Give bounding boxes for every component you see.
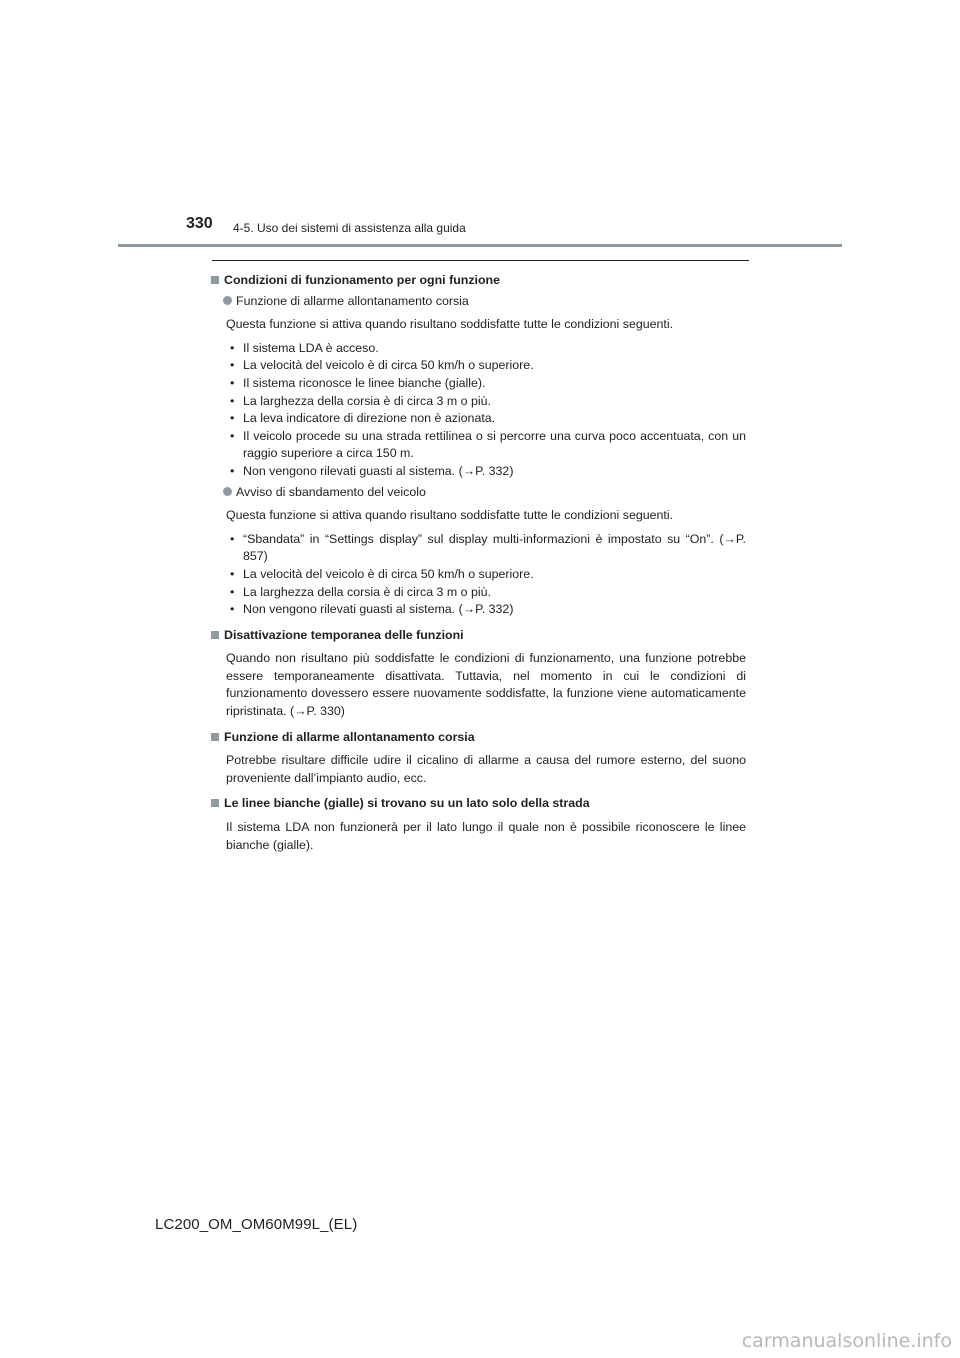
section-heading (211, 627, 746, 645)
section-heading-text: Funzione di allarme allontanamento corsia (224, 729, 475, 744)
document-code: LC200_OM_OM60M99L_(EL) (155, 1216, 358, 1233)
circle-bullet-icon (223, 487, 232, 496)
list-item: • Non vengono rilevati guasti al sistema. (→P. 332) (229, 601, 746, 619)
paragraph: Questa funzione si attiva quando risultano soddisfatte tutte le condizioni seguenti. (226, 317, 674, 332)
dot-bullet-icon: • (230, 428, 235, 443)
paragraph: Questa funzione si attiva quando risultano soddisfatte tutte le condizioni seguenti. (226, 508, 674, 523)
subsection-heading (223, 484, 746, 502)
dot-bullet-icon: • (230, 375, 235, 390)
list-item: • La larghezza della corsia è di circa 3 m o più. (229, 393, 746, 411)
list-item: • La velocità del veicolo è di circa 50 km/h o superiore. (229, 357, 746, 375)
list-item: • Il veicolo procede su una strada rettilinea o si percorre una curva poco accentuata, con un raggio superiore a circa 150 m. (230, 428, 746, 461)
paragraph: Quando non risultano più soddisfatte le condizioni di funzionamento, una funzione potrebbe essere temporaneamente disattivata. Tuttavia, nel momento in cui le condizioni di funzionamento dovessero essere nuovamente soddisfatte, la funzione viene automaticamente ripristinata. (→P. 330) (226, 651, 746, 719)
square-bullet-icon (211, 733, 219, 741)
dot-bullet-icon: • (230, 393, 235, 408)
paragraph: Potrebbe risultare difficile udire il cicalino di allarme a causa del rumore esterno, del suono proveniente dall’impianto audio, ecc. (226, 753, 746, 785)
dot-bullet-icon: • (230, 531, 235, 546)
subsection-heading-text: Funzione di allarme allontanamento corsia (236, 293, 469, 308)
section-heading (211, 272, 746, 290)
list-item: • La velocità del veicolo è di circa 50 km/h o superiore. (229, 566, 746, 584)
section-divider (212, 260, 749, 261)
watermark: carmanualsonline.info (741, 1330, 952, 1352)
dot-bullet-icon: • (230, 411, 235, 426)
dot-bullet-icon: • (230, 566, 235, 581)
header-divider (118, 244, 842, 247)
dot-bullet-icon: • (230, 358, 235, 373)
subsection-heading-text: Avviso di sbandamento del veicolo (236, 484, 426, 499)
list-item: • Il sistema LDA è acceso. (229, 340, 746, 358)
condition-list (229, 340, 746, 481)
section-heading-text: Disattivazione temporanea delle funzioni (224, 627, 464, 642)
circle-bullet-icon (223, 296, 232, 305)
condition-list (229, 531, 746, 619)
list-item: • “Sbandata” in “Settings display” sul display multi-informazioni è impostato su “On”. (→P. 857) (230, 531, 746, 564)
list-item: • Non vengono rilevati guasti al sistema. (→P. 332) (229, 463, 746, 481)
paragraph: Il sistema LDA non funzionerà per il lato lungo il quale non è possibile riconoscere le linee bianche (gialle). (226, 820, 746, 852)
page-number: 330 (186, 215, 213, 232)
section-heading (211, 729, 746, 747)
section-heading-text: Le linee bianche (gialle) si trovano su un lato solo della strada (224, 796, 590, 811)
dot-bullet-icon: • (230, 602, 235, 617)
list-item: • La larghezza della corsia è di circa 3 m o più. (229, 584, 746, 602)
section-heading-text: Condizioni di funzionamento per ogni funzione (224, 273, 501, 287)
dot-bullet-icon: • (230, 340, 235, 355)
square-bullet-icon (211, 276, 219, 284)
list-item: • La leva indicatore di direzione non è azionata. (229, 410, 746, 428)
chapter-section-title: 4-5. Uso dei sistemi di assistenza alla guida (233, 221, 466, 235)
dot-bullet-icon: • (230, 463, 235, 478)
list-item: • Il sistema riconosce le linee bianche (gialle). (229, 375, 746, 393)
square-bullet-icon (211, 631, 219, 639)
square-bullet-icon (211, 799, 219, 807)
dot-bullet-icon: • (230, 584, 235, 599)
section-heading (211, 795, 746, 813)
subsection-heading (223, 293, 746, 311)
main-content (211, 268, 746, 854)
